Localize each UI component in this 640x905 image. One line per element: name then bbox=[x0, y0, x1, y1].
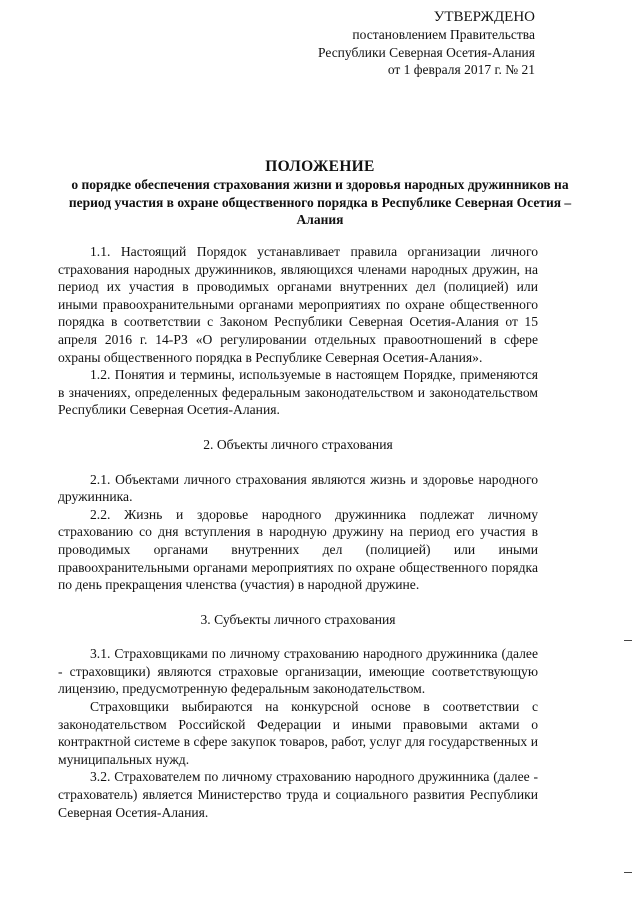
paragraph-1-1: 1.1. Настоящий Порядок устанавливает правила организации личного страхования народных дружинников, являющихся членами народных дружин, на период их участия в проводимых органами внутренних дел (полицией) или иными правоохранительными органами мероприятиях по охране общественного порядка в соответствии с Законом Республики Северная Осетия-Алания от 15 апреля 2016 г. 14-РЗ «О регулировании отдельных правоотношений в сфере охраны общественного порядка в Республике Северная Осетия-Алания». bbox=[58, 244, 538, 365]
section-heading-3: 3. Субъекты личного страхования bbox=[200, 611, 396, 627]
paragraph-3-1-continued: Страховщики выбираются на конкурсной основе в соответствии с законодательством Российской Федерации и иными правовыми актами о контрактной системе в сфере закупок товаров, работ, услуг для государственных и муниципальных нужд. bbox=[58, 699, 538, 767]
scan-edge-mark bbox=[624, 640, 632, 641]
scan-edge-mark bbox=[624, 872, 632, 873]
approval-line-1: постановлением Правительства bbox=[352, 27, 535, 42]
section-heading-2: 2. Объекты личного страхования bbox=[203, 436, 393, 452]
document-subtitle: о порядке обеспечения страхования жизни и здоровья народных дружинников на период участия в охране общественного порядка в Республике Северная Осетия – Алания bbox=[68, 177, 572, 227]
paragraph-3-2: 3.2. Страхователем по личному страхованию народного дружинника (далее - страхователь) является Министерство труда и социального развития Республики Северная Осетия-Алания. bbox=[58, 769, 538, 820]
paragraph-2-1: 2.1. Объектами личного страхования являются жизнь и здоровье народного дружинника. bbox=[58, 471, 538, 505]
paragraph-3-1: 3.1. Страховщиками по личному страхованию народного дружинника (далее - страховщики) являются страховые организации, имеющие соответствующую лицензию, предусмотренную федеральным законодательством. bbox=[58, 646, 538, 697]
approval-line-2: Республики Северная Осетия-Алания bbox=[318, 44, 535, 60]
paragraph-2-2: 2.2. Жизнь и здоровье народного дружинника подлежат личному страхованию со дня вступления в народную дружину на период его участия в проводимых органами внутренних дел (полицией) или иными правоохранительными органами мероприятиях по охране общественного порядка по день прекращения членства (участия) в народной дружине. bbox=[58, 506, 538, 593]
document-title-block bbox=[60, 157, 580, 229]
approval-line-3: от 1 февраля 2017 г. № 21 bbox=[387, 62, 535, 77]
approval-stamp bbox=[235, 8, 535, 79]
document-body bbox=[58, 243, 538, 821]
paragraph-1-2: 1.2. Понятия и термины, используемые в настоящем Порядке, применяются в значениях, определенных федеральным законодательством и законодательством Республики Северная Осетия-Алания. bbox=[58, 367, 538, 418]
approval-heading: УТВЕРЖДЕНО bbox=[433, 9, 535, 25]
document-title: ПОЛОЖЕНИЕ bbox=[265, 158, 375, 175]
